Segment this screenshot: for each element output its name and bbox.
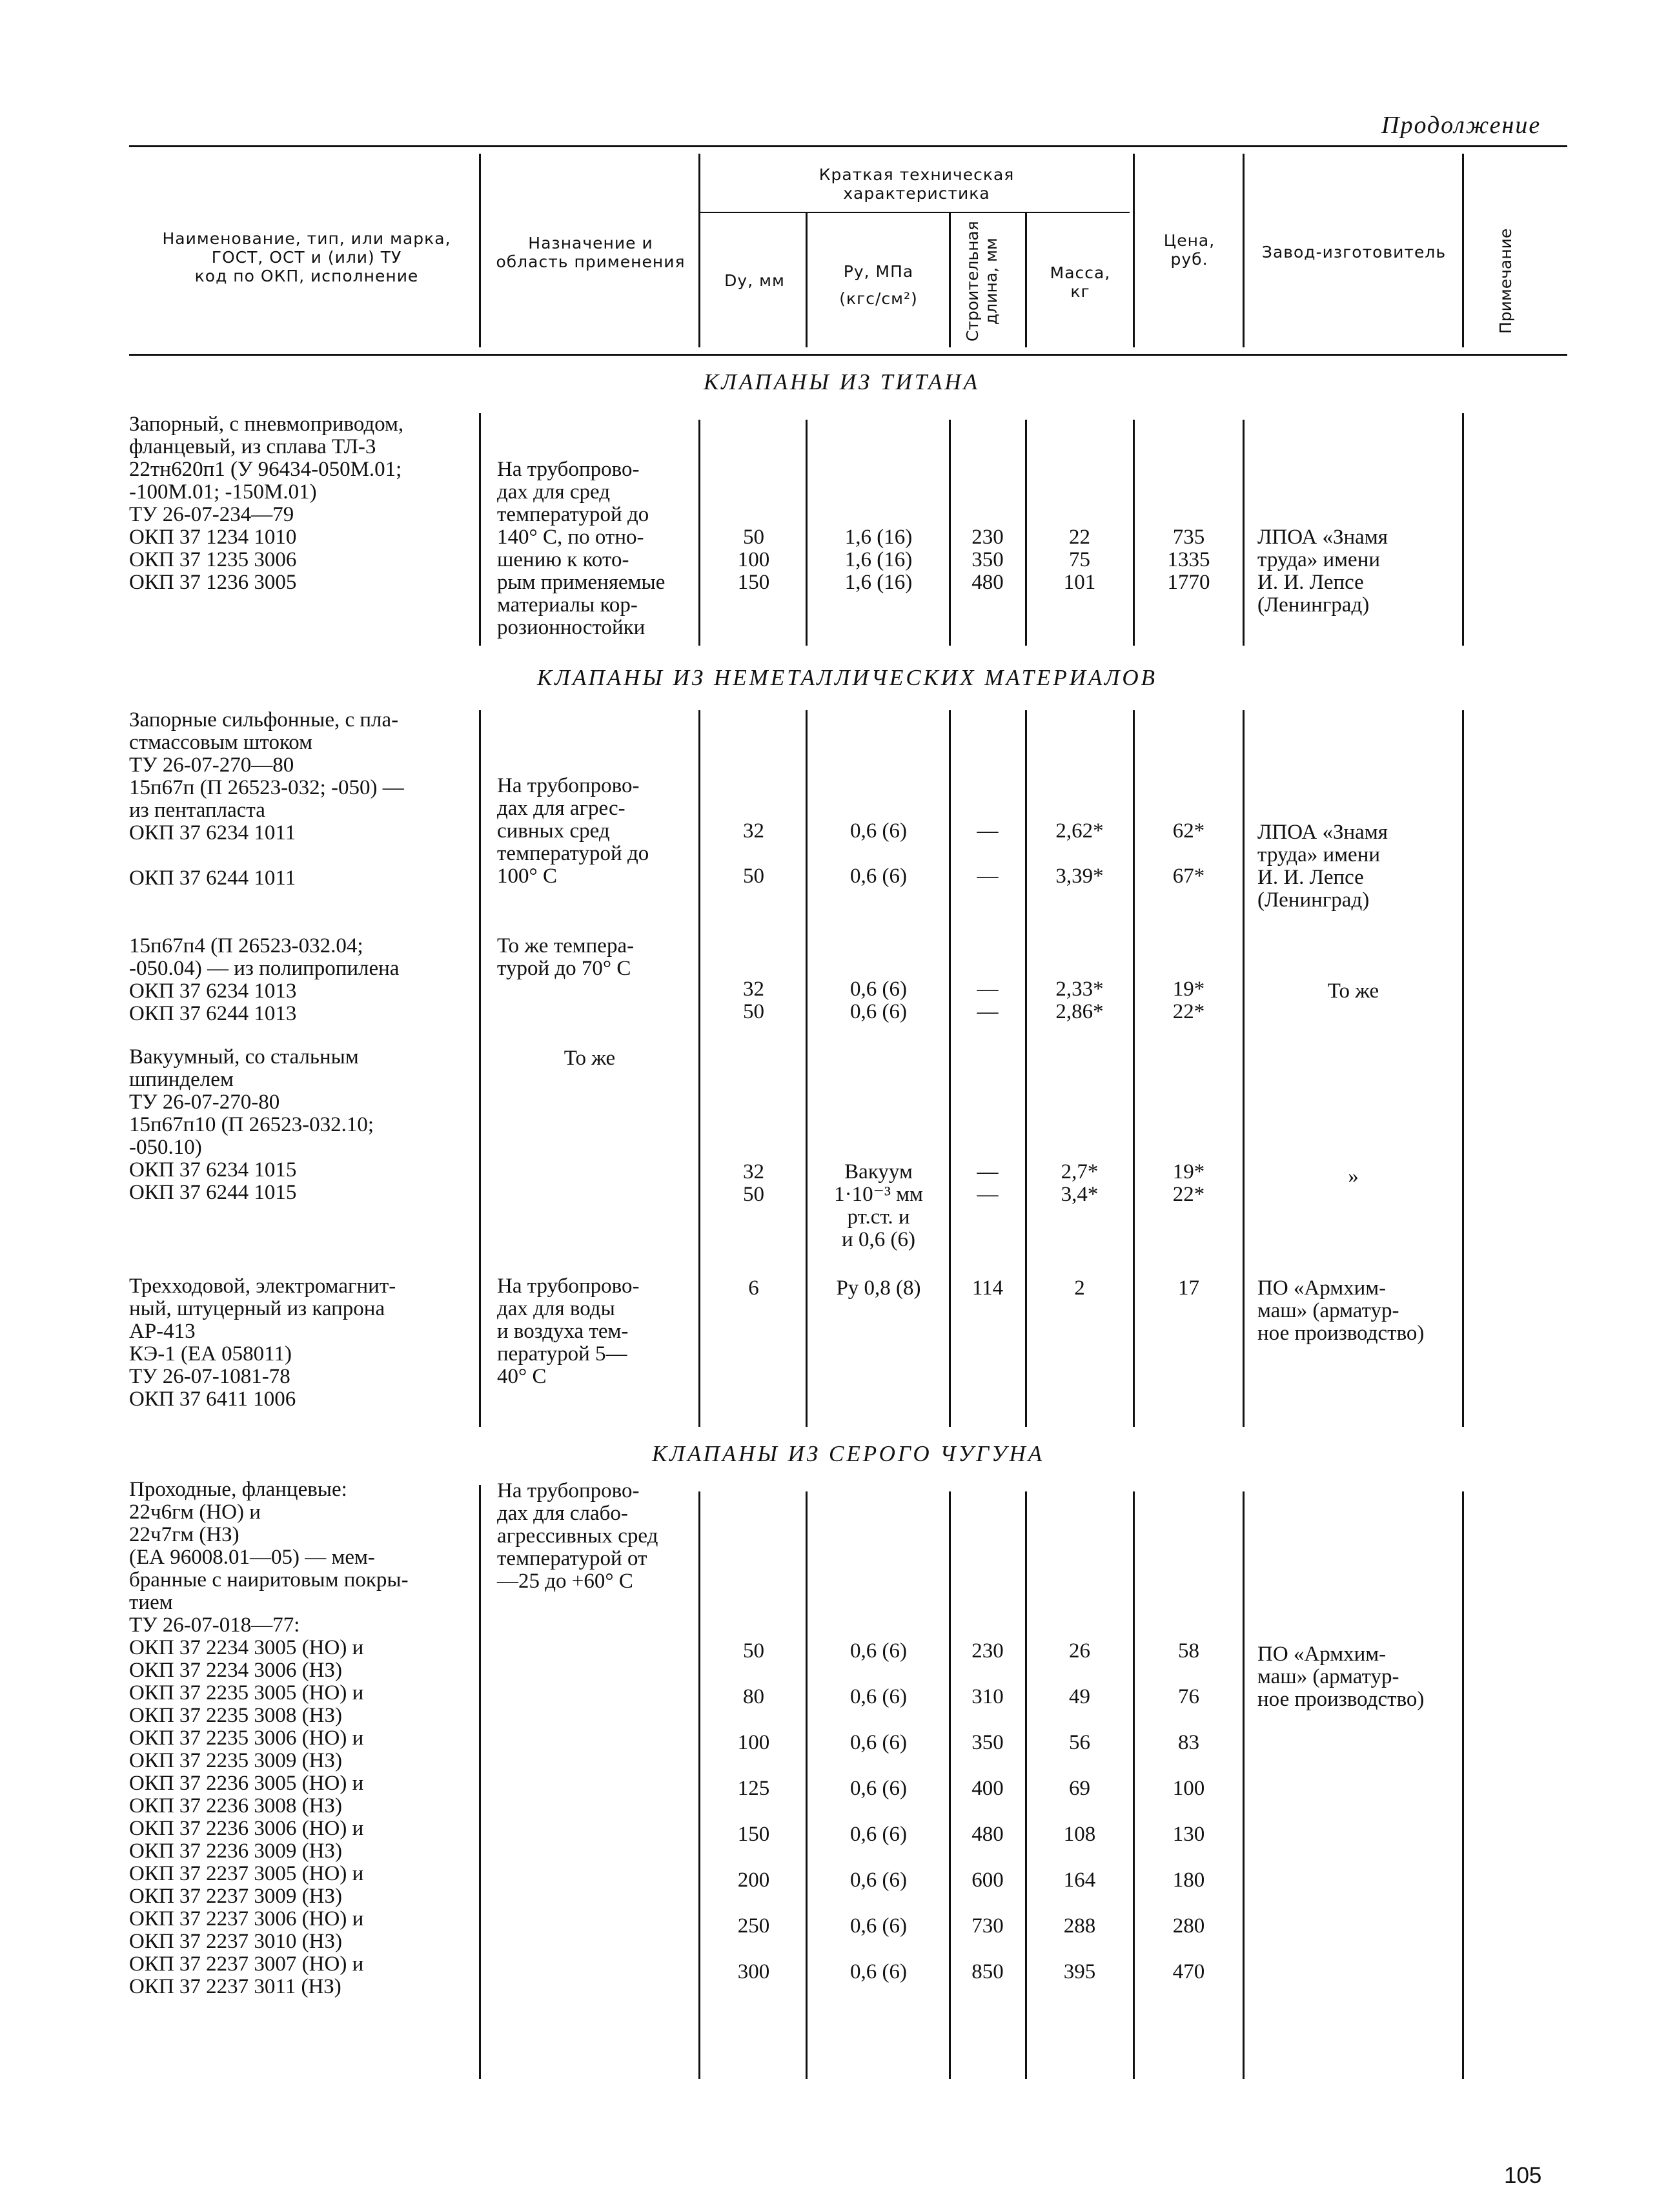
castiron-dy: 300 xyxy=(737,1960,770,1983)
nonmetal-r4-mass: 2 xyxy=(1074,1276,1085,1300)
castiron-py: 0,6 (6) xyxy=(850,1777,907,1800)
col-header-name: Наименование, тип, или марка, ГОСТ, ОСТ и (или) ТУ код по ОКП, исполнение xyxy=(162,229,451,285)
castiron-mass: 69 xyxy=(1069,1777,1090,1800)
castiron-length: 730 xyxy=(971,1914,1004,1938)
castiron-mass: 56 xyxy=(1069,1731,1090,1754)
nonmetal-r4-py: Pу 0,8 (8) xyxy=(836,1276,921,1300)
castiron-name-head: Проходные, фланцевые: 22ч6гм (НО) и 22ч7гм (НЗ) (ЕА 96008.01—05) — мем- бранные с наиритовым покры- тием ТУ 26-07-018—77: xyxy=(129,1478,409,1637)
castiron-py: 0,6 (6) xyxy=(850,1823,907,1846)
row-divider xyxy=(1462,1491,1464,2079)
titanium-py: 1,6 (16) 1,6 (16) 1,6 (16) xyxy=(844,526,913,594)
col-header-py: Pу, МПа (кгс/см²) xyxy=(839,262,918,308)
nonmetal-r2-mass: 2,33* 2,86* xyxy=(1055,978,1104,1023)
castiron-codes: ОКП 37 2234 3005 (НО) и ОКП 37 2234 3006 (НЗ) ОКП 37 2235 3005 (НО) и ОКП 37 2235 3008 (НЗ) ОКП 37 2235 3006 (НО) и ОКП 37 2235 3009 (НЗ) ОКП 37 2236 3005 (НО) и ОКП 37 2236 3008 (НЗ) ОКП 37 2236 3006 (НО) и ОКП 37 2236 3009 (НЗ) ОКП 37 2237 3005 (НО) и ОКП 37 2237 3009 (НЗ) ОКП 37 2237 3006 (НО) и ОКП 37 2237 3010 (НЗ) ОКП 37 2237 3007 (НО) и ОКП 37 2237 3011 (НЗ) xyxy=(129,1636,364,1998)
nonmetal-r3-py: Вакуум 1·10⁻³ мм рт.ст. и и 0,6 (6) xyxy=(834,1160,923,1251)
section-title-titanium: КЛАПАНЫ ИЗ ТИТАНА xyxy=(704,369,981,394)
titanium-length: 230 350 480 xyxy=(971,526,1004,594)
tech-group-rule xyxy=(700,212,1130,213)
nonmetal-r2-length: — — xyxy=(977,978,999,1023)
section-title-nonmetal: КЛАПАНЫ ИЗ НЕМЕТАЛЛИЧЕСКИХ МАТЕРИАЛОВ xyxy=(537,665,1158,690)
section-title-castiron: КЛАПАНЫ ИЗ СЕРОГО ЧУГУНА xyxy=(652,1441,1045,1466)
castiron-price: 470 xyxy=(1172,1960,1205,1983)
col-header-price: Цена, руб. xyxy=(1163,231,1215,269)
castiron-length: 600 xyxy=(971,1869,1004,1892)
row-divider xyxy=(1243,1491,1245,2079)
nonmetal-r2-purpose: То же темпера- турой до 70° С xyxy=(497,934,635,980)
nonmetal-r1-dy: 32 50 xyxy=(743,819,764,888)
titanium-maker: ЛПОА «Знамя труда» имени И. И. Лепсе (Ленинград) xyxy=(1257,526,1388,617)
castiron-dy: 200 xyxy=(737,1869,770,1892)
castiron-py: 0,6 (6) xyxy=(850,1731,907,1754)
castiron-mass: 395 xyxy=(1063,1960,1096,1983)
header-bottom-rule xyxy=(129,354,1567,356)
nonmetal-r2-price: 19* 22* xyxy=(1172,978,1205,1023)
header-divider xyxy=(949,213,951,347)
nonmetal-r1-name: Запорные сильфонные, с пла- стмассовым штоком ТУ 26-07-270—80 15п67п (П 26523-032; -050) — из пентапласта ОКП 37 6234 1011 ОКП 37 6244 1011 xyxy=(129,708,404,890)
castiron-length: 850 xyxy=(971,1960,1004,1983)
castiron-mass: 26 xyxy=(1069,1639,1090,1663)
col-header-tech-group: Краткая техническая характеристика xyxy=(818,165,1015,203)
header-divider xyxy=(698,154,700,347)
nonmetal-r2-name: 15п67п4 (П 26523-032.04; -050.04) — из полипропилена ОКП 37 6234 1013 ОКП 37 6244 1013 xyxy=(129,934,400,1025)
castiron-length: 310 xyxy=(971,1685,1004,1708)
header-divider xyxy=(1243,154,1245,347)
nonmetal-r4-dy: 6 xyxy=(748,1276,759,1300)
titanium-price: 735 1335 1770 xyxy=(1167,526,1210,594)
header-divider xyxy=(1133,154,1135,347)
nonmetal-r4-purpose: На трубопрово- дах для воды и воздуха тем- пературой 5— 40° С xyxy=(497,1275,640,1388)
castiron-dy: 80 xyxy=(743,1685,764,1708)
castiron-mass: 288 xyxy=(1063,1914,1096,1938)
castiron-purpose: На трубопрово- дах для слабо- агрессивных сред температурой от —25 до +60° С xyxy=(497,1479,658,1593)
titanium-dy: 50 100 150 xyxy=(737,526,770,594)
castiron-length: 480 xyxy=(971,1823,1004,1846)
nonmetal-r1-py: 0,6 (6) 0,6 (6) xyxy=(850,819,907,888)
castiron-price: 76 xyxy=(1178,1685,1199,1708)
header-divider xyxy=(1462,154,1464,347)
castiron-py: 0,6 (6) xyxy=(850,1639,907,1663)
row-divider xyxy=(698,710,700,1427)
castiron-py: 0,6 (6) xyxy=(850,1685,907,1708)
castiron-py: 0,6 (6) xyxy=(850,1869,907,1892)
row-divider xyxy=(479,413,481,646)
nonmetal-r3-name: Вакуумный, со стальным шпинделем ТУ 26-07-270-80 15п67п10 (П 26523-032.10; -050.10) ОКП 37 6234 1015 ОКП 37 6244 1015 xyxy=(129,1045,374,1204)
nonmetal-r3-maker: » xyxy=(1348,1165,1359,1188)
titanium-purpose: На трубопрово- дах для сред температурой до 140° С, по отно- шению к кото- рым применяемые материалы кор- розионностойки xyxy=(497,458,666,639)
nonmetal-r4-price: 17 xyxy=(1178,1276,1199,1300)
castiron-length: 350 xyxy=(971,1731,1004,1754)
nonmetal-r3-length: — — xyxy=(977,1160,999,1206)
nonmetal-r1-length: — — xyxy=(977,819,999,888)
header-divider xyxy=(806,213,808,347)
col-header-mass: Масса, кг xyxy=(1050,263,1111,301)
row-divider xyxy=(949,710,951,1427)
castiron-dy: 125 xyxy=(737,1777,770,1800)
nonmetal-r3-price: 19* 22* xyxy=(1172,1160,1205,1206)
col-header-dy: Dу, мм xyxy=(724,271,785,290)
continued-label: Продолжение xyxy=(1381,112,1541,139)
castiron-price: 83 xyxy=(1178,1731,1199,1754)
castiron-price: 180 xyxy=(1172,1869,1205,1892)
nonmetal-r2-dy: 32 50 xyxy=(743,978,764,1023)
row-divider xyxy=(1462,710,1464,1427)
nonmetal-r3-dy: 32 50 xyxy=(743,1160,764,1206)
castiron-price: 100 xyxy=(1172,1777,1205,1800)
page-number: 105 xyxy=(1504,2163,1542,2188)
col-header-length: Строительная длина, мм xyxy=(963,221,1001,342)
nonmetal-r4-maker: ПО «Армхим- маш» (арматур- ное производство) xyxy=(1257,1276,1425,1345)
col-header-note: Примечание xyxy=(1496,228,1515,334)
castiron-mass: 164 xyxy=(1063,1869,1096,1892)
castiron-dy: 100 xyxy=(737,1731,770,1754)
row-divider xyxy=(1243,710,1245,1427)
castiron-maker: ПО «Армхим- маш» (арматур- ное производство) xyxy=(1257,1643,1425,1711)
nonmetal-r3-mass: 2,7* 3,4* xyxy=(1061,1160,1099,1206)
row-divider xyxy=(1462,413,1464,646)
castiron-mass: 49 xyxy=(1069,1685,1090,1708)
table-top-rule xyxy=(129,145,1567,147)
nonmetal-r1-maker: ЛПОА «Знамя труда» имени И. И. Лепсе (Ленинград) xyxy=(1257,821,1388,912)
nonmetal-r4-name: Трехходовой, электромагнит- ный, штуцерный из капрона АР-413 КЭ-1 (ЕА 058011) ТУ 26-07-1081-78 ОКП 37 6411 1006 xyxy=(129,1275,396,1411)
row-divider xyxy=(479,1485,481,2079)
castiron-dy: 250 xyxy=(737,1914,770,1938)
castiron-price: 280 xyxy=(1172,1914,1205,1938)
nonmetal-r2-maker: То же xyxy=(1327,979,1379,1003)
castiron-price: 130 xyxy=(1172,1823,1205,1846)
row-divider xyxy=(806,710,808,1427)
castiron-price: 58 xyxy=(1178,1639,1199,1663)
castiron-py: 0,6 (6) xyxy=(850,1960,907,1983)
nonmetal-r4-length: 114 xyxy=(971,1276,1004,1300)
col-header-maker: Завод-изготовитель xyxy=(1261,243,1447,261)
row-divider xyxy=(1025,710,1027,1427)
nonmetal-r1-price: 62* 67* xyxy=(1172,819,1205,888)
row-divider xyxy=(1133,710,1135,1427)
row-divider xyxy=(1243,420,1245,646)
nonmetal-r1-purpose: На трубопрово- дах для агрес- сивных сред температурой до 100° С xyxy=(497,774,649,888)
nonmetal-r2-py: 0,6 (6) 0,6 (6) xyxy=(850,978,907,1023)
header-divider xyxy=(479,154,481,347)
castiron-py: 0,6 (6) xyxy=(850,1914,907,1938)
col-header-purpose: Назначение и область применения xyxy=(496,234,686,271)
nonmetal-r3-purpose: То же xyxy=(564,1047,616,1070)
header-divider xyxy=(1025,213,1027,347)
titanium-name: Запорный, с пневмоприводом, фланцевый, из сплава ТЛ-3 22тн620п1 (У 96434-050М.01; -100М.01; -150М.01) ТУ 26-07-234—79 ОКП 37 1234 1010 ОКП 37 1235 3006 ОКП 37 1236 3005 xyxy=(129,413,404,594)
castiron-length: 230 xyxy=(971,1639,1004,1663)
castiron-length: 400 xyxy=(971,1777,1004,1800)
nonmetal-r1-mass: 2,62* 3,39* xyxy=(1055,819,1104,888)
castiron-dy: 50 xyxy=(743,1639,764,1663)
castiron-dy: 150 xyxy=(737,1823,770,1846)
titanium-mass: 22 75 101 xyxy=(1063,526,1096,594)
castiron-mass: 108 xyxy=(1063,1823,1096,1846)
